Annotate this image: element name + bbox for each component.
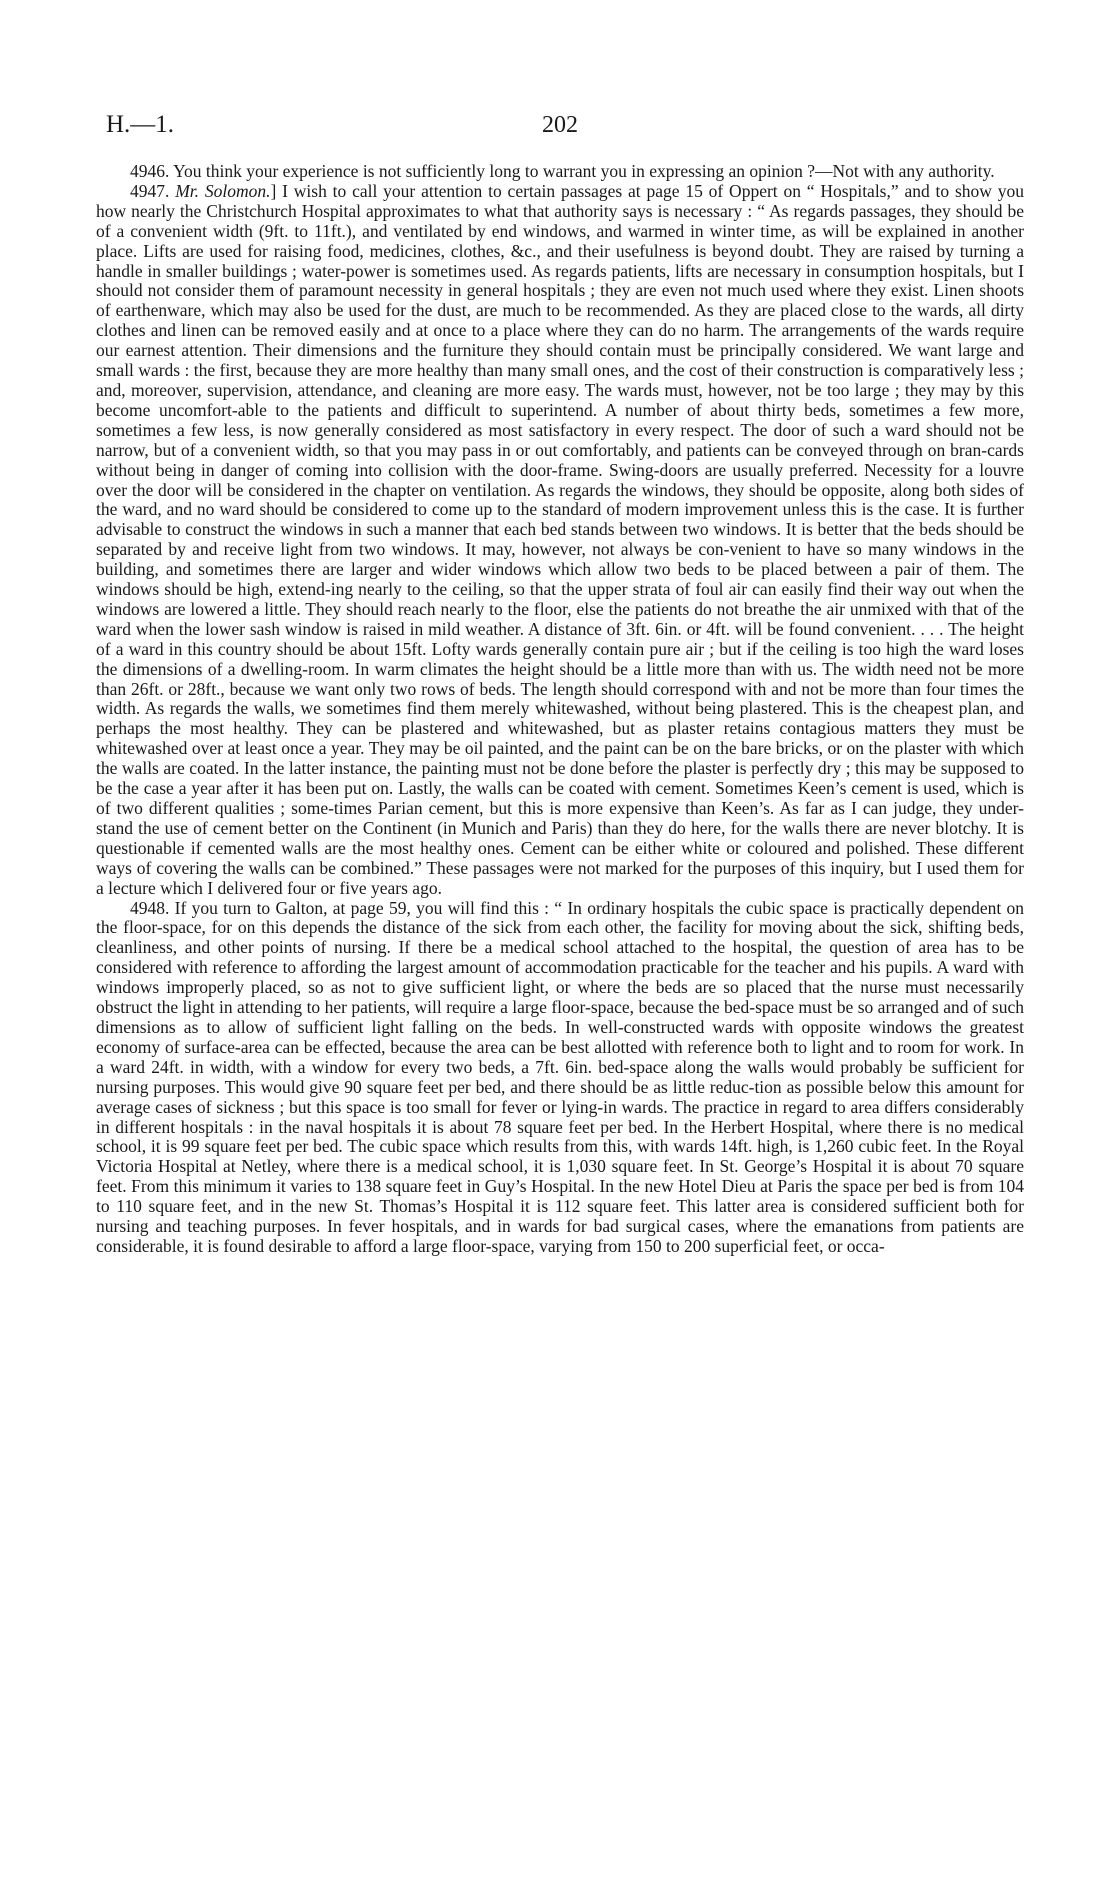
page-number: 202 [542, 112, 578, 138]
paragraph-4947 [96, 182, 1024, 899]
paragraph-text: 4946. You think your experience is not sufficiently long to warrant you in expressing an opinion ?—Not with any authority. [130, 161, 995, 181]
paragraph-text: ] I wish to call your attention to certain passages at page 15 of Oppert on “ Hospitals,” and to show you how nearly the Christchurch Hospital approximates to what that authority says is necessary : “ As regards passages, they should be of a convenient width (9ft. to 11ft.), and ventilated by end windows, and warmed in winter time, as will be explained in another place. Lifts are used for raising food, medicines, clothes, &c., and their usefulness is beyond doubt. They are raised by turning a handle in smaller buildings ; water-power is sometimes used. As regards patients, lifts are necessary in consumption hospitals, but I should not consider them of paramount necessity in general hospitals ; they are even not much used where they exist. Linen shoots of earthenware, which may also be used for the dust, are much to be recommended. As they are placed close to the wards, all dirty clothes and linen can be removed easily and at once to a place where they can do no harm. The arrangements of the wards require our earnest attention. Their dimensions and the furniture they should contain must be principally considered. We want large and small wards : the first, because they are more healthy than many small ones, and the cost of their construction is comparatively less ; and, moreover, supervision, attendance, and cleaning are more easy. The wards must, however, not be too large ; they may by this become uncomfort-able to the patients and difficult to superintend. A number of about thirty beds, sometimes a few more, sometimes a few less, is now generally considered as most satisfactory in every respect. The door of such a ward should not be narrow, but of a convenient width, so that you may pass in or out comfortably, and patients can be conveyed through on bran-cards without being in danger of coming into collision with the door-frame. Swing-doors are usually preferred. Necessity for a louvre over the door will be considered in the chapter on ventilation. As regards the windows, they should be opposite, along both sides of the ward, and no ward should be considered to come up to the standard of modern improvement unless this is the case. It is further advisable to construct the windows in such a manner that each bed stands between two windows. It is better that the beds should be separated by and receive light from two windows. It may, however, not always be con-venient to have so many windows in the building, and sometimes there are larger and wider windows which allow two beds to be placed between a pair of them. The windows should be high, extend-ing nearly to the ceiling, so that the upper strata of foul air can easily find their way out when the windows are lowered a little. They should reach nearly to the floor, else the patients do not breathe the air unmixed with that of the ward when the lower sash window is raised in mild weather. A distance of 3ft. 6in. or 4ft. will be found convenient. . . . The height of a ward in this country should be about 15ft. Lofty wards generally contain pure air ; but if the ceiling is too high the ward loses the dimensions of a dwelling-room. In warm climates the height should be a little more than with us. The width need not be more than 26ft. or 28ft., because we want only two rows of beds. The length should correspond with and not be more than four times the width. As regards the walls, we sometimes find them merely whitewashed, without being plastered. This is the cheapest plan, and perhaps the most healthy. They can be plastered and whitewashed, but as plaster retains contagious matters they must be whitewashed over at least once a year. They may be oil painted, and the paint can be on the bare bricks, or on the plaster with which the walls are coated. In the latter instance, the painting must not be done before the plaster is perfectly dry ; this may be supposed to be the case a year after it has been put on. Lastly, the walls can be coated with cement. Sometimes Keen’s cement is used, which is of two different qualities ; some-times Parian cement, but this is more expensive than Keen’s. As far as I can judge, they under-stand the use of cement better on the Continent (in Munich and Paris) than they do here, for the walls there are never blotchy. It is questionable if cemented walls are the most healthy ones. Cement can be either white or coloured and polished. These different ways of covering the walls can be combined.” These passages were not marked for the purposes of this inquiry, but I used them for a lecture which I delivered four or five years ago. [96, 180, 1024, 898]
speaker-name: Mr. Solomon. [175, 180, 271, 201]
document-reference: H.—1. [106, 111, 175, 138]
running-header [96, 108, 1024, 142]
paragraph-number: 4947. [130, 180, 176, 201]
paragraph-text: 4948. If you turn to Galton, at page 59, you will find this : “ In ordinary hospitals the cubic space is practically dependent on the floor-space, for on this depends the distance of the sick from each other, the facility for moving about the sick, shifting beds, cleanliness, and other points of nursing. If there be a medical school attached to the hospital, the question of area has to be considered with reference to affording the largest amount of accommodation practicable for the teacher and his pupils. A ward with windows improperly placed, so as not to give sufficient light, or where the beds are so placed that the nurse must necessarily obstruct the light in attending to her patients, will require a large floor-space, because the bed-space must be so arranged and of such dimensions as to allow of sufficient light falling on the beds. In well-constructed wards with opposite windows the greatest economy of surface-area can be effected, because the area can be best allotted with reference both to light and to room for work. In a ward 24ft. in width, with a window for every two beds, a 7ft. 6in. bed-space along the walls would probably be sufficient for nursing purposes. This would give 90 square feet per bed, and there should be as little reduc-tion as possible below this amount for average cases of sickness ; but this space is too small for fever or lying-in wards. The practice in regard to area differs considerably in different hospitals : in the naval hospitals it is about 78 square feet per bed. In the Herbert Hospital, where there is no medical school, it is 99 square feet per bed. The cubic space which results from this, with wards 14ft. high, is 1,260 cubic feet. In the Royal Victoria Hospital at Netley, where there is a medical school, it is 1,030 square feet. In St. George’s Hospital it is about 70 square feet. From this minimum it varies to 138 square feet in Guy’s Hospital. In the new Hotel Dieu at Paris the space per bed is from 104 to 110 square feet, and in the new St. Thomas’s Hospital it is 112 square feet. This latter area is considered sufficient both for nursing and teaching purposes. In fever hospitals, and in wards for bad surgical cases, where the emanations from patients are considerable, it is found desirable to afford a large floor-space, varying from 150 to 200 superficial feet, or occa- [96, 897, 1024, 1256]
paragraph-4948 [96, 899, 1024, 1257]
paragraph-4946 [96, 162, 1024, 182]
body-text [96, 162, 1024, 1257]
